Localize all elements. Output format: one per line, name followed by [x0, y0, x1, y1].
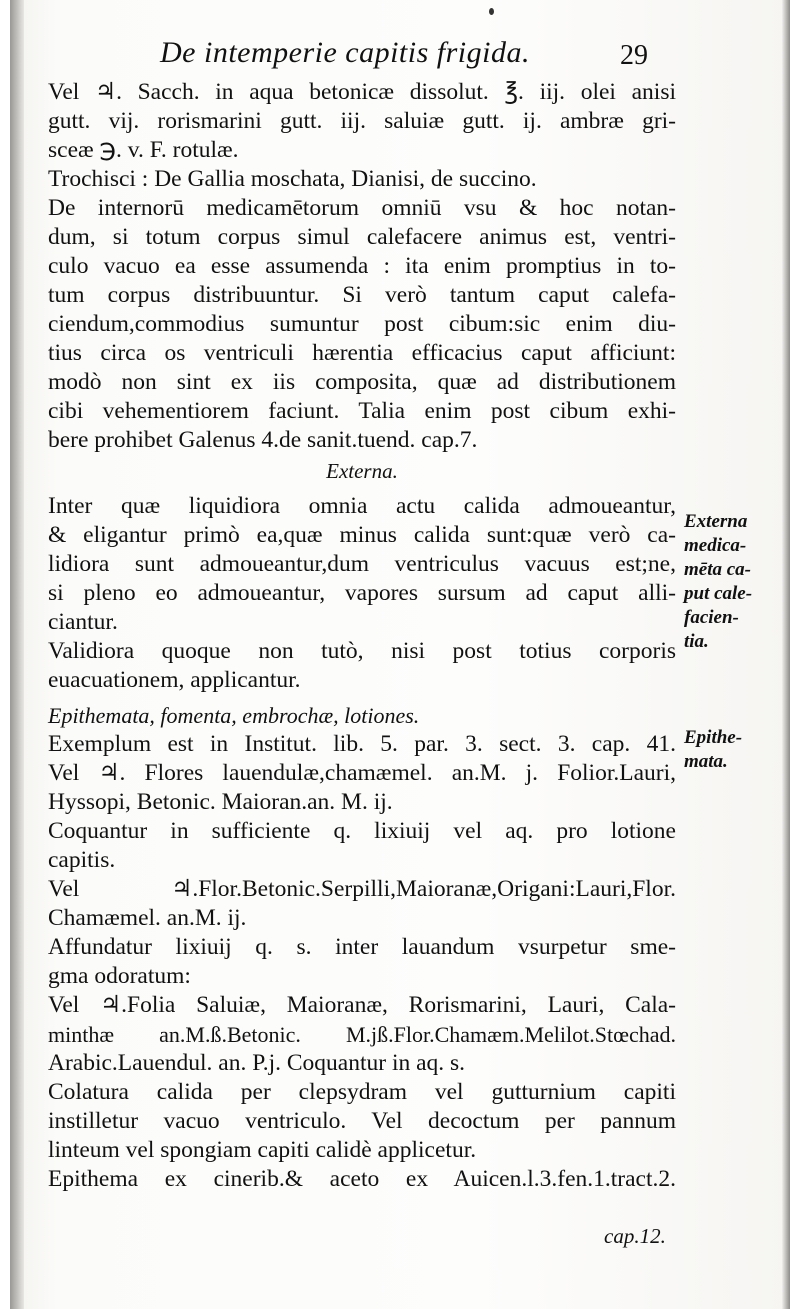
text-line: De internorū medicamētorum omniū vsu & hoc notan-: [48, 195, 676, 221]
text-line: Vel ♃.Folia Saluiæ, Maioranæ, Rorismarini, Lauri, Cala-: [48, 992, 676, 1018]
text-line: gma odoratum:: [48, 963, 191, 989]
text-line: Hyssopi, Betonic. Maioran.an. M. ij.: [48, 789, 393, 815]
text-line: gutt. vij. rorismarini gutt. iij. saluiæ gutt. ij. ambræ gri-: [48, 108, 676, 134]
text-line: culo vacuo ea esse assumenda : ita enim promptius in to-: [48, 253, 676, 279]
page-edge: [782, 0, 790, 1309]
marginal-line: medica-: [684, 535, 747, 556]
text-line: Chamæmel. an.M. ij.: [48, 905, 247, 931]
text-line: Colatura calida per clepsydram vel gutturnium capiti: [48, 1079, 676, 1105]
text-line: Vel ♃. Sacch. in aqua betonicæ dissolut. ℥. iij. olei anisi: [48, 79, 676, 105]
page-number: 29: [620, 40, 648, 71]
text-line: & eligantur primò ea,quæ minus calida sunt:quæ verò ca-: [48, 522, 676, 548]
text-line: capitis.: [48, 847, 116, 873]
text-line: modò non sint ex iis composita, quæ ad distributionem: [48, 369, 676, 395]
marginal-note-epithemata: [684, 726, 780, 774]
marginal-line: Externa: [684, 511, 748, 532]
text-line: Vel ♃.Flor.Betonic.Serpilli,Maioranæ,Origani:Lauri,Flor.: [48, 876, 676, 902]
text-line: tius circa os ventriculi hærentia efficacius caput afficiunt:: [48, 340, 676, 366]
text-line: linteum vel spongiam capiti calidè applicetur.: [48, 1137, 477, 1163]
marginal-line: put cale-: [684, 583, 753, 604]
text-line: cibi vehementiorem faciunt. Talia enim post cibum exhi-: [48, 398, 676, 424]
gutter-shadow: [10, 0, 24, 1309]
ink-speck: [489, 8, 494, 15]
text-line: Epithemata, fomenta, embrochæ, lotiones.: [48, 703, 420, 728]
text-line: dum, si totum corpus simul calefacere animus est, ventri-: [48, 224, 676, 250]
text-line: ciendum,commodius sumuntur post cibum:sic enim diu-: [48, 311, 676, 337]
marginal-line: tia.: [684, 631, 709, 652]
text-line: ciantur.: [48, 609, 118, 635]
text-line: Vel ♃. Flores lauendulæ,chamæmel. an.M. j. Folior.Lauri,: [48, 760, 676, 786]
marginal-line: mēta ca-: [684, 559, 752, 580]
text-line: Coquantur in sufficiente q. lixiuij vel aq. pro lotione: [48, 818, 676, 844]
main-text: [48, 78, 676, 1194]
text-line: Arabic.Lauendul. an. P.j. Coquantur in aq. s.: [48, 1050, 466, 1076]
page-header: [0, 36, 800, 76]
text-line: tum corpus distribuuntur. Si verò tantum caput calefa-: [48, 282, 676, 308]
section-heading: Externa.: [326, 459, 398, 483]
text-line: lidiora sunt admoueantur,dum ventriculus vacuus est;ne,: [48, 551, 676, 577]
marginal-note-externa: [684, 510, 780, 654]
marginal-line: facien-: [684, 607, 739, 628]
text-line: Exemplum est in Institut. lib. 5. par. 3. sect. 3. cap. 41.: [48, 731, 676, 757]
text-line: euacuationem, applicantur.: [48, 667, 301, 693]
text-line: Affundatur lixiuij q. s. inter lauandum vsurpetur sme-: [48, 934, 676, 960]
marginal-line: Epithe-: [684, 727, 743, 748]
text-line: minthæ an.M.ß.Betonic. M.jß.Flor.Chamæm.Melilot.Stœchad.: [48, 1022, 676, 1047]
text-line: bere prohibet Galenus 4.de sanit.tuend. cap.7.: [48, 427, 478, 453]
text-line: instilletur vacuo ventriculo. Vel decoctum per pannum: [48, 1108, 676, 1134]
text-line: Validiora quoque non tutò, nisi post totius corporis: [48, 638, 676, 664]
text-line: Inter quæ liquidiora omnia actu calida admoueantur,: [48, 493, 676, 519]
running-head: De intemperie capitis frigida.: [160, 36, 530, 69]
text-line: si pleno eo admoueantur, vapores sursum ad caput alli-: [48, 580, 676, 606]
catchword: cap.12.: [604, 1224, 666, 1248]
marginal-line: mata.: [684, 751, 728, 772]
text-line: sceæ ℈. v. F. rotulæ.: [48, 137, 239, 163]
text-line: Trochisci : De Gallia moschata, Dianisi, de succino.: [48, 166, 537, 192]
text-line: Epithema ex cinerib.& aceto ex Auicen.l.3.fen.1.tract.2.: [48, 1166, 676, 1192]
